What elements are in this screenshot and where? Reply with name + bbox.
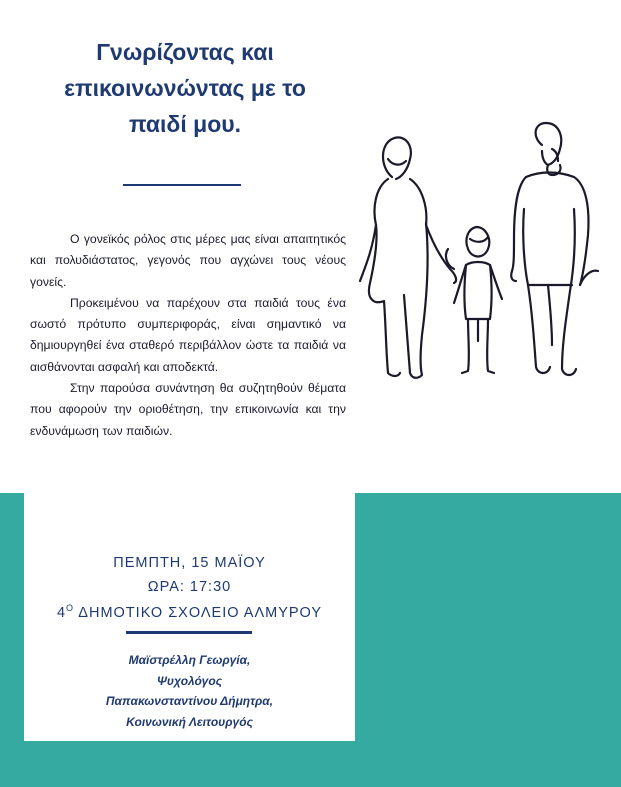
card-divider xyxy=(126,631,252,634)
event-date: ΠΕΜΠΤΗ, 15 ΜΑΪΟΥ xyxy=(113,555,266,571)
speaker-line: Μαϊστρέλλη Γεωργία, xyxy=(128,653,251,667)
title-line: επικοινωνώντας με το xyxy=(64,75,306,101)
event-location xyxy=(24,603,355,621)
event-time: ΩΡΑ: 17:30 xyxy=(147,579,232,595)
father-figure xyxy=(511,123,598,375)
event-location-number: 4 xyxy=(56,604,67,621)
intro-paragraph: Προκειμένου να παρέχουν στα παιδιά τους ένα σωστό πρότυπο συμπεριφοράς, είναι σημαντικό να δημιουργηθεί ένα σταθερό περιβάλλον ώστε τα παιδιά να αισθάνονται ασφαλή και αποδεκτά. xyxy=(30,295,346,374)
page-title xyxy=(30,34,340,142)
intro-paragraph: Ο γονεϊκός ρόλος στις μέρες μας είναι απαιτητικός και πολυδιάστατος, γεγονός που αγχώνει τους νέους γονείς. xyxy=(30,232,346,289)
event-location-ordinal: Ο xyxy=(66,603,75,613)
mother-figure xyxy=(360,137,456,377)
child-figure xyxy=(446,227,502,373)
intro-text xyxy=(30,229,346,442)
title-divider xyxy=(123,184,241,186)
intro-paragraph: Στην παρούσα συνάντηση θα συζητηθούν θέματα που αφορούν την οριοθέτηση, την επικοινωνία και την ενδυνάμωση των παιδιών. xyxy=(30,381,346,438)
title-line: παιδί μου. xyxy=(128,111,242,137)
speaker-line: Ψυχολόγος xyxy=(156,673,223,688)
event-info-card xyxy=(24,493,355,741)
speaker-line: Παπακωνσταντίνου Δήμητρα, xyxy=(105,694,274,709)
speaker-line: Κοινωνική Λειτουργός xyxy=(126,715,253,730)
speakers-list xyxy=(24,650,355,733)
title-line: Γνωρίζοντας και xyxy=(96,39,274,65)
event-location-name: ΔΗΜΟΤΙΚΟ ΣΧΟΛΕΙΟ ΑΛΜΥΡΟΥ xyxy=(74,604,323,621)
family-line-art-icon xyxy=(352,115,602,385)
